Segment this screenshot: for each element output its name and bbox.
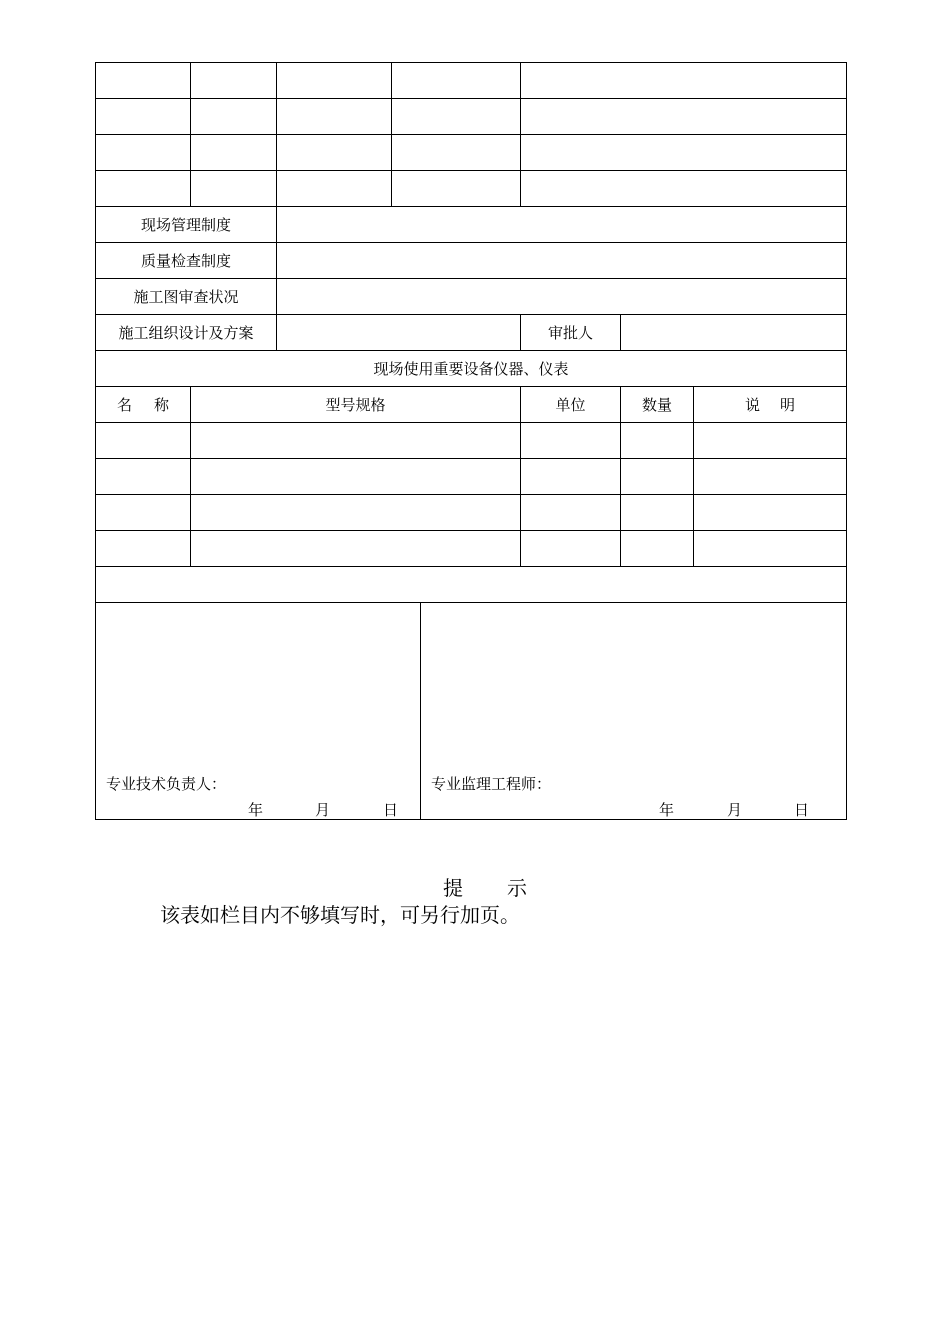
row-site-management bbox=[96, 207, 847, 243]
table-cell[interactable] bbox=[521, 99, 847, 135]
table-cell[interactable] bbox=[191, 459, 521, 495]
header-model: 型号规格 bbox=[191, 387, 521, 423]
approver-field[interactable] bbox=[621, 315, 847, 351]
table-cell[interactable] bbox=[392, 171, 521, 207]
design-plan-field[interactable] bbox=[277, 315, 521, 351]
table-cell[interactable] bbox=[521, 423, 621, 459]
equipment-header-row bbox=[96, 387, 847, 423]
table-cell[interactable] bbox=[191, 135, 277, 171]
form-table bbox=[95, 62, 847, 820]
table-cell[interactable] bbox=[621, 459, 694, 495]
table-cell[interactable] bbox=[277, 63, 392, 99]
quality-inspection-field[interactable] bbox=[277, 243, 847, 279]
year-label: 年 bbox=[659, 801, 675, 819]
tip-title: 提 示 bbox=[443, 876, 527, 900]
technical-lead-signature-area[interactable] bbox=[96, 603, 421, 819]
table-cell[interactable] bbox=[521, 63, 847, 99]
signature-cell bbox=[96, 603, 847, 820]
table-cell[interactable] bbox=[521, 531, 621, 567]
table-cell[interactable] bbox=[521, 495, 621, 531]
table-cell[interactable] bbox=[521, 459, 621, 495]
approver-label: 审批人 bbox=[521, 315, 621, 351]
row-quality-inspection bbox=[96, 243, 847, 279]
table-cell[interactable] bbox=[96, 63, 191, 99]
table-row bbox=[96, 63, 847, 99]
table-cell[interactable] bbox=[191, 171, 277, 207]
day-label: 日 bbox=[383, 801, 399, 819]
table-cell[interactable] bbox=[392, 99, 521, 135]
equipment-row bbox=[96, 423, 847, 459]
table-cell[interactable] bbox=[621, 495, 694, 531]
signature-row bbox=[96, 603, 847, 820]
table-cell[interactable] bbox=[521, 135, 847, 171]
design-plan-label: 施工组织设计及方案 bbox=[96, 315, 277, 351]
equipment-row bbox=[96, 495, 847, 531]
table-cell[interactable] bbox=[96, 495, 191, 531]
site-management-field[interactable] bbox=[277, 207, 847, 243]
header-unit: 单位 bbox=[521, 387, 621, 423]
equipment-section-row bbox=[96, 351, 847, 387]
year-label: 年 bbox=[248, 801, 264, 819]
table-cell[interactable] bbox=[191, 423, 521, 459]
table-cell[interactable] bbox=[392, 63, 521, 99]
site-management-label: 现场管理制度 bbox=[96, 207, 277, 243]
table-cell[interactable] bbox=[694, 495, 847, 531]
month-label: 月 bbox=[315, 801, 331, 819]
table-cell[interactable] bbox=[96, 567, 847, 603]
supervising-engineer-signature-area[interactable] bbox=[421, 603, 846, 819]
equipment-section-title: 现场使用重要设备仪器、仪表 bbox=[96, 351, 847, 387]
table-cell[interactable] bbox=[96, 135, 191, 171]
table-cell[interactable] bbox=[191, 531, 521, 567]
table-cell[interactable] bbox=[277, 135, 392, 171]
table-cell[interactable] bbox=[621, 531, 694, 567]
tip-text: 该表如栏目内不够填写时，可另行加页。 bbox=[160, 903, 520, 927]
supervising-engineer-label: 专业监理工程师： bbox=[431, 775, 552, 793]
table-cell[interactable] bbox=[191, 495, 521, 531]
table-cell[interactable] bbox=[191, 63, 277, 99]
row-design-plan bbox=[96, 315, 847, 351]
row-drawing-review bbox=[96, 279, 847, 315]
table-cell[interactable] bbox=[96, 423, 191, 459]
quality-inspection-label: 质量检查制度 bbox=[96, 243, 277, 279]
month-label: 月 bbox=[727, 801, 743, 819]
table-row bbox=[96, 171, 847, 207]
table-cell[interactable] bbox=[392, 135, 521, 171]
table-cell[interactable] bbox=[277, 99, 392, 135]
table-row bbox=[96, 135, 847, 171]
blank-row bbox=[96, 567, 847, 603]
table-cell[interactable] bbox=[191, 99, 277, 135]
equipment-row bbox=[96, 459, 847, 495]
table-cell[interactable] bbox=[621, 423, 694, 459]
table-cell[interactable] bbox=[694, 459, 847, 495]
header-name: 名 称 bbox=[96, 387, 191, 423]
header-note: 说 明 bbox=[694, 387, 847, 423]
header-quantity: 数量 bbox=[621, 387, 694, 423]
table-cell[interactable] bbox=[277, 171, 392, 207]
table-cell[interactable] bbox=[96, 99, 191, 135]
day-label: 日 bbox=[794, 801, 810, 819]
table-cell[interactable] bbox=[694, 531, 847, 567]
drawing-review-field[interactable] bbox=[277, 279, 847, 315]
table-cell[interactable] bbox=[96, 459, 191, 495]
table-cell[interactable] bbox=[96, 171, 191, 207]
drawing-review-label: 施工图审查状况 bbox=[96, 279, 277, 315]
table-row bbox=[96, 99, 847, 135]
table-cell[interactable] bbox=[694, 423, 847, 459]
technical-lead-label: 专业技术负责人： bbox=[106, 775, 227, 793]
table-cell[interactable] bbox=[521, 171, 847, 207]
equipment-row bbox=[96, 531, 847, 567]
table-cell[interactable] bbox=[96, 531, 191, 567]
